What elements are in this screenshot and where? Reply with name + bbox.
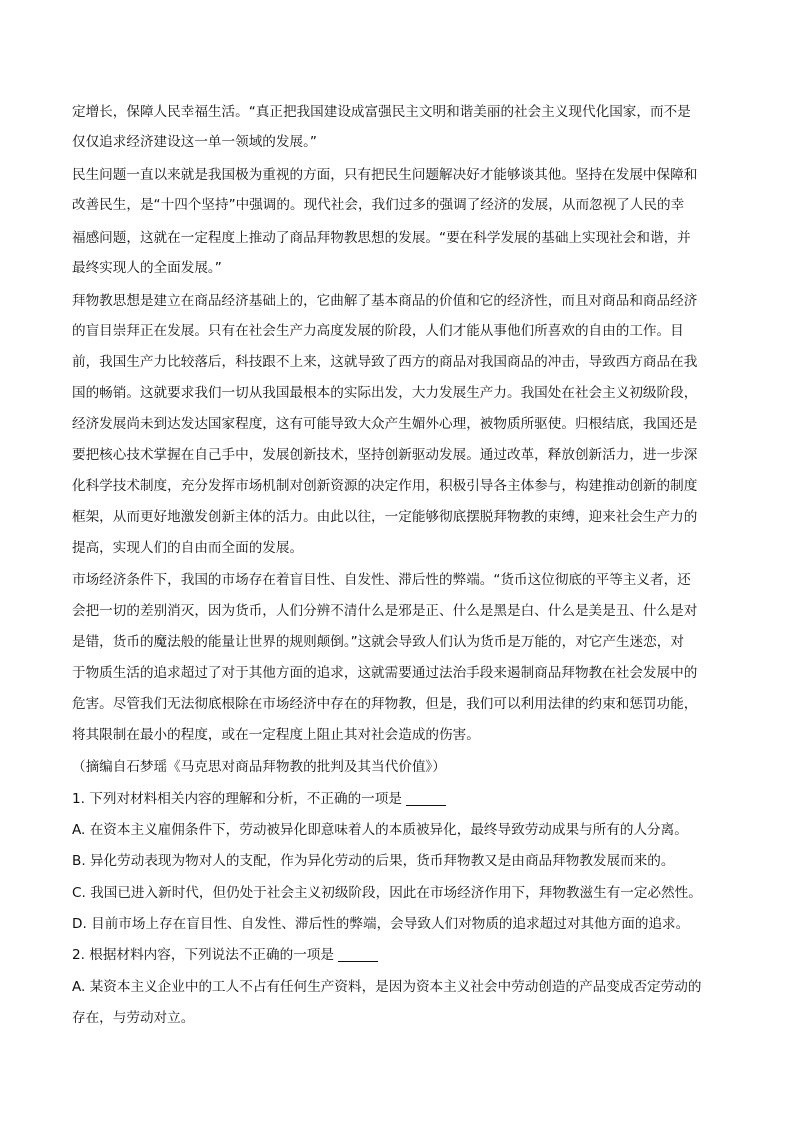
paragraph-4-line-6: 将其限制在最小的程度，或在一定程度上阻止其对社会造成的伤害。 <box>72 727 480 743</box>
source-citation: （摘编自石梦瑶《马克思对商品拜物教的批判及其当代价值》） <box>72 759 446 775</box>
question-1-stem <box>72 784 446 814</box>
paragraph-4-line-3: 是错，货币的魔法般的能量让世界的规则颠倒。”这就会导致人们认为货币是万能的，对它产生迷恋，对 <box>72 634 684 650</box>
question-1-answer-blank <box>406 791 446 806</box>
paragraph-2-line-2: 改善民生，是“十四个坚持”中强调的。现代社会，我们过多的强调了经济的发展，从而忽视了人民的幸 <box>72 197 685 213</box>
paragraph-4-line-2: 会把一切的差别消灭，因为货币，人们分辨不清什么是邪是正、什么是黑是白、什么是美是丑、什么是对 <box>72 603 698 619</box>
paragraph-3-line-5: 经济发展尚未到达发达国家程度，这有可能导致大众产生媚外心理，被物质所驱使。归根结底，我国还是 <box>72 416 698 432</box>
question-1-option-b: B. 异化劳动表现为物对人的支配，作为异化劳动的后果，货币拜物教又是由商品拜物教发展而来的。 <box>72 853 675 869</box>
paragraph-2-line-3: 福感问题，这就在一定程度上推动了商品拜物教思想的发展。“要在科学发展的基础上实现社会和谐，并 <box>72 230 691 246</box>
question-1-option-c: C. 我国已进入新时代，但仍处于社会主义初级阶段，因此在市场经济作用下，拜物教滋生有一定必然性。 <box>72 885 702 901</box>
paragraph-3-line-2: 的盲目崇拜正在发展。只有在社会生产力高度发展的阶段，人们才能从事他们所喜欢的自由的工作。目 <box>72 323 684 339</box>
paragraph-4-line-1: 市场经济条件下，我国的市场存在着盲目性、自发性、滞后性的弊端。“货币这位彻底的平等主义者，还 <box>72 572 691 588</box>
paragraph-2-line-1: 民生问题一直以来就是我国极为重视的方面，只有把民生问题解决好才能够谈其他。坚持在发展中保障和 <box>72 167 698 183</box>
paragraph-3-line-9: 提高，实现人们的自由而全面的发展。 <box>72 540 304 556</box>
question-2-option-a-line-1: A. 某资本主义企业中的工人不占有任何生产资料，是因为资本主义社会中劳动创造的产品变成否定劳动的 <box>72 979 702 995</box>
paragraph-1-line-1: 定增长，保障人民幸福生活。“真正把我国建设成富强民主文明和谐美丽的社会主义现代化国家，而不是 <box>72 104 691 120</box>
paragraph-4-line-4: 于物质生活的追求超过了对于其他方面的追求，这就需要通过法治手段来遏制商品拜物教在社会发展中的 <box>72 665 698 681</box>
paragraph-3-line-8: 框架，从而更好地激发创新主体的活力。由此以往，一定能够彻底摆脱拜物教的束缚，迎来社会生产力的 <box>72 509 698 525</box>
question-1-option-d: D. 目前市场上存在盲目性、自发性、滞后性的弊端，会导致人们对物质的追求超过对其他方面的追求。 <box>72 916 690 932</box>
question-2-option-a-line-2: 存在，与劳动对立。 <box>72 1010 195 1026</box>
paragraph-3-line-3: 前，我国生产力比较落后，科技跟不上来，这就导致了西方的商品对我国商品的冲击，导致西方商品在我 <box>72 354 698 370</box>
question-2-stem <box>72 940 378 970</box>
paragraph-3-line-6: 要把核心技术掌握在自己手中，发展创新技术，坚持创新驱动发展。通过改革，释放创新活力，进一步深 <box>72 447 698 463</box>
paragraph-1-line-2: 仅仅追求经济建设这一单一领域的发展。” <box>72 134 317 150</box>
question-1-option-a: A. 在资本主义雇佣条件下，劳动被异化即意味着人的本质被异化，最终导致劳动成果与所有的人分离。 <box>72 822 688 838</box>
paragraph-3-line-7: 化科学技术制度，充分发挥市场机制对创新资源的决定作用，积极引导各主体参与，构建推动创新的制度 <box>72 478 698 494</box>
question-2-answer-blank <box>338 947 378 962</box>
paragraph-3-line-1: 拜物教思想是建立在商品经济基础上的，它曲解了基本商品的价值和它的经济性，而且对商品和商品经济 <box>72 293 698 309</box>
question-1-stem-text: 1. 下列对材料相关内容的理解和分析，不正确的一项是 <box>72 791 402 807</box>
question-2-stem-text: 2. 根据材料内容，下列说法不正确的一项是 <box>72 947 334 963</box>
paragraph-4-line-5: 危害。尽管我们无法彻底根除在市场经济中存在的拜物教，但是，我们可以利用法律的约束和惩罚功能， <box>72 696 698 712</box>
paragraph-3-line-4: 国的畅销。这就要求我们一切从我国最根本的实际出发，大力发展生产力。我国处在社会主义初级阶段， <box>72 385 698 401</box>
paragraph-2-line-4: 最终实现人的全面发展。” <box>72 260 222 276</box>
